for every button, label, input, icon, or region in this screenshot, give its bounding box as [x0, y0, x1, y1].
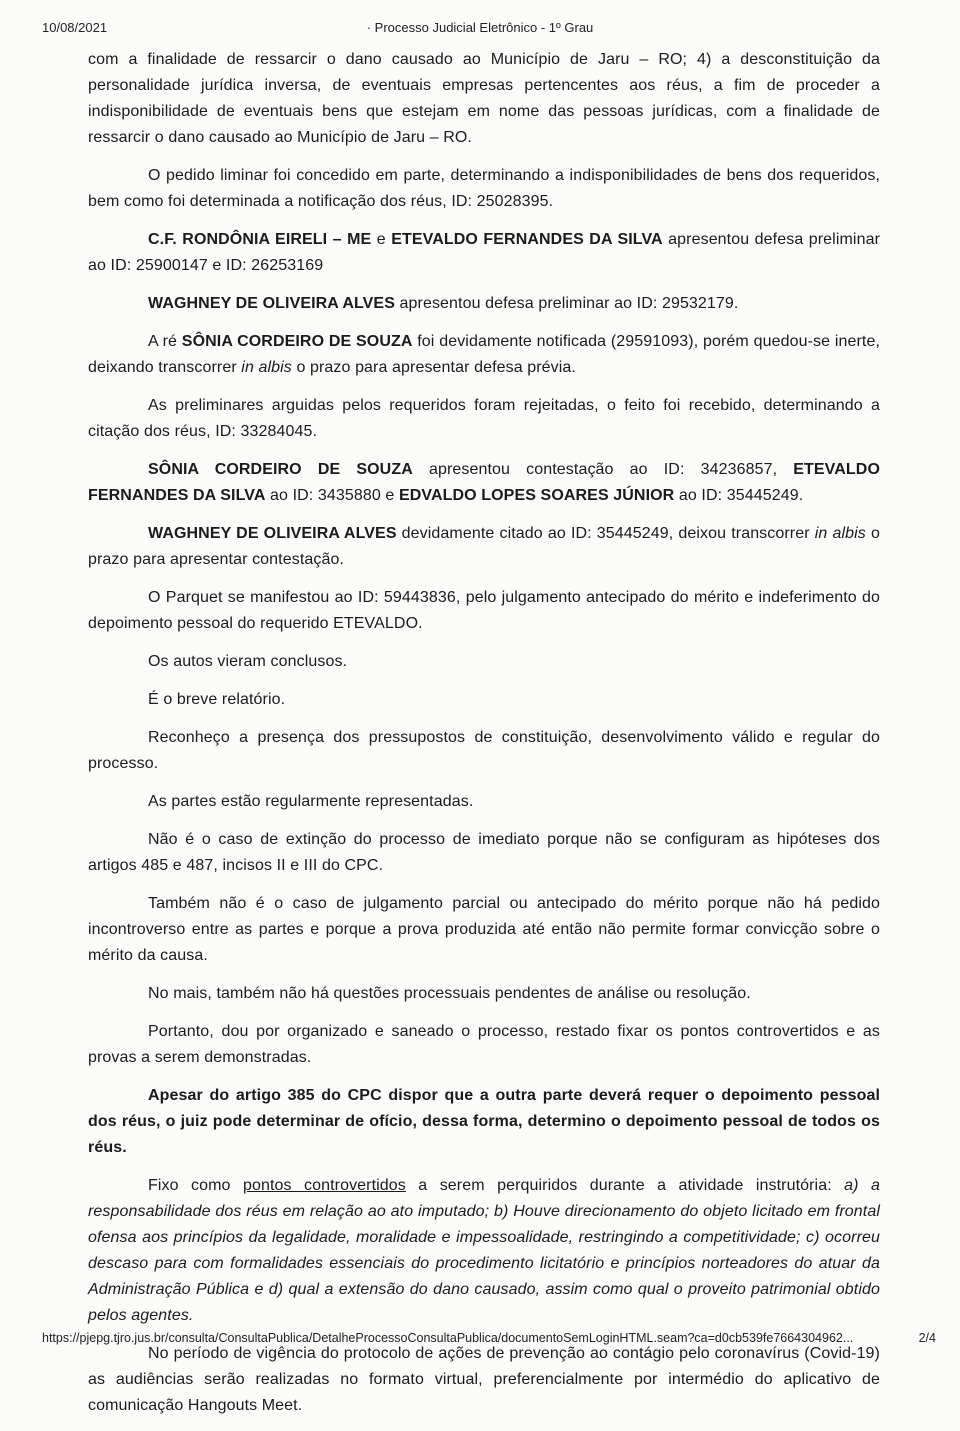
paragraph: [88, 649, 880, 675]
text-run: a serem perquiridos durante a atividade instrutória:: [405, 1177, 845, 1194]
text-run: ao ID: 3435880 e: [265, 487, 399, 504]
text-run: A ré: [148, 333, 182, 350]
text-run: o prazo para apresentar contestação.: [88, 525, 881, 568]
text-run: Também não é o caso de julgamento parcial ou antecipado do mérito porque não há pedido incontroverso entre as partes e porque a prova produzida até então não permite formar convicção sobre o mérito da causa.: [88, 895, 880, 964]
text-run: apresentou contestação ao ID: 34236857,: [412, 461, 794, 478]
text-run: WAGHNEY DE OLIVEIRA ALVES: [148, 525, 397, 542]
paragraph: [88, 163, 880, 215]
paragraph: [88, 1019, 880, 1071]
page-number: 2/4: [918, 1331, 936, 1345]
paragraph: [88, 329, 880, 381]
text-run: apresentou defesa preliminar ao ID: 29532179.: [394, 295, 739, 312]
print-date: 10/08/2021: [42, 20, 108, 35]
paragraph: [88, 393, 880, 445]
text-run: O Parquet se manifestou ao ID: 59443836, pelo julgamento antecipado do mérito e indeferimento do depoimento pessoal do requerido ETEVALDO.: [88, 589, 880, 632]
paragraph: [88, 585, 880, 637]
text-run: No período de vigência do protocolo de ações de prevenção ao contágio pelo coronavírus (Covid-19) as audiências serão realizadas no formato virtual, preferencialmente por intermédio do aplicativo de comunicação Hangouts Meet.: [88, 1345, 880, 1414]
paragraph: [88, 521, 880, 573]
text-run: É o breve relatório.: [148, 691, 286, 708]
text-run: Não é o caso de extinção do processo de imediato porque não se configuram as hipóteses dos artigos 485 e 487, incisos II e III do CPC.: [88, 831, 880, 874]
paragraph: [88, 827, 880, 879]
text-run: O pedido liminar foi concedido em parte, determinando a indisponibilidades de bens dos requeridos, bem como foi determinada a notificação dos réus, ID: 25028395.: [88, 167, 880, 210]
text-run: in albis: [814, 525, 866, 542]
paragraph: [88, 291, 880, 317]
text-run: WAGHNEY DE OLIVEIRA ALVES: [148, 295, 395, 312]
paragraph: [88, 1173, 880, 1329]
paragraph: [88, 457, 880, 509]
text-run: com a finalidade de ressarcir o dano causado ao Município de Jaru – RO; 4) a desconstituição da personalidade jurídica inversa, de eventuais empresas pertencentes aos réus, a fim de proceder a indisponibilidade de eventuais bens que estejam em nome das pessoas jurídicas, com a finalidade de ressarcir o dano causado ao Município de Jaru – RO.: [88, 51, 880, 146]
text-run: ETEVALDO FERNANDES DA SILVA: [88, 461, 880, 504]
print-page-header: [0, 20, 960, 38]
paragraph: [88, 47, 880, 151]
page-title: · Processo Judicial Eletrônico - 1º Grau: [366, 20, 594, 35]
paragraph: [88, 981, 880, 1007]
paragraph: [88, 789, 880, 815]
paragraph: [88, 1341, 880, 1419]
text-run: Os autos vieram conclusos.: [148, 653, 348, 670]
text-run: As partes estão regularmente representadas.: [148, 793, 474, 810]
paragraph: [88, 227, 880, 279]
text-run: foi devidamente notificada (29591093), porém quedou-se inerte, deixando transcorrer: [88, 333, 881, 376]
print-page-footer: [42, 1331, 936, 1345]
text-run: ETEVALDO FERNANDES DA SILVA: [391, 231, 663, 248]
text-run: in albis: [241, 359, 292, 376]
text-run: C.F. RONDÔNIA EIRELI – ME: [148, 231, 372, 248]
text-run: o prazo para apresentar defesa prévia.: [291, 359, 576, 376]
text-run: As preliminares arguidas pelos requeridos foram rejeitadas, o feito foi recebido, determinando a citação dos réus, ID: 33284045.: [88, 397, 880, 440]
text-run: SÔNIA CORDEIRO DE SOUZA: [181, 333, 413, 350]
text-run: SÔNIA CORDEIRO DE SOUZA: [148, 461, 413, 478]
paragraph: [88, 687, 880, 713]
text-run: Apesar do artigo 385 do CPC dispor que a outra parte deverá requer o depoimento pessoal dos réus, o juiz pode determinar de ofício, dessa forma, determino o depoimento pessoal de todos os réus.: [88, 1087, 880, 1156]
text-run: ao ID: 35445249.: [674, 487, 804, 504]
text-run: e: [371, 231, 392, 248]
text-run: pontos controvertidos: [242, 1177, 406, 1194]
source-url: https://pjepg.tjro.jus.br/consulta/ConsultaPublica/DetalheProcessoConsultaPublica/documentoSemLoginHTML.seam?ca=d0cb539fe7664304962...: [42, 1331, 854, 1345]
document-body: [88, 47, 880, 1431]
text-run: apresentou defesa preliminar ao ID: 25900147 e ID: 26253169: [88, 231, 881, 274]
text-run: Portanto, dou por organizado e saneado o processo, restado fixar os pontos controvertidos e as provas a serem demonstradas.: [88, 1023, 880, 1066]
paragraph: [88, 891, 880, 969]
paragraph: [88, 1083, 880, 1161]
text-run: EDVALDO LOPES SOARES JÚNIOR: [398, 487, 675, 504]
text-run: a) a responsabilidade dos réus em relação ao ato imputado; b) Houve direcionamento do objeto licitado em frontal ofensa aos princípios da legalidade, moralidade e impessoalidade, restringindo a competitividade; c) ocorreu descaso para com formalidades essenciais do procedimento licitatório e princípios norteadores do atuar da Administração Pública e d) qual a extensão do dano causado, assim como qual o proveito patrimonial obtido pelos agentes.: [88, 1177, 880, 1324]
paragraph: [88, 725, 880, 777]
text-run: No mais, também não há questões processuais pendentes de análise ou resolução.: [148, 985, 751, 1002]
text-run: Reconheço a presença dos pressupostos de constituição, desenvolvimento válido e regular do processo.: [88, 729, 880, 772]
text-run: devidamente citado ao ID: 35445249, deixou transcorrer: [396, 525, 815, 542]
text-run: Fixo como: [148, 1177, 243, 1194]
